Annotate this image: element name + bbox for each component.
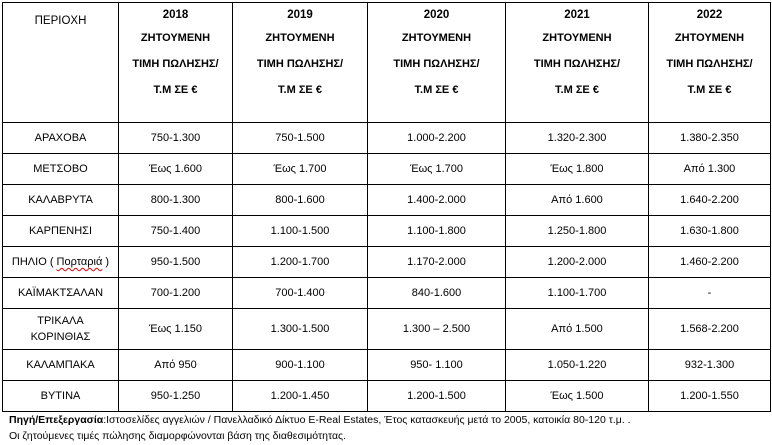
- header-sub-2: ΤΙΜΗ ΠΩΛΗΣΗΣ/: [256, 58, 344, 70]
- price-cell: 1.200-2.000: [506, 247, 649, 278]
- header-region: [3, 3, 119, 123]
- table-row: [3, 154, 771, 185]
- region-main: ΠΗΛΙΟ (: [11, 256, 57, 268]
- price-cell: Έως 1.150: [119, 309, 233, 350]
- header-sub-3: Τ.Μ ΣΕ €: [555, 84, 599, 96]
- price-cell: 750-1.400: [119, 216, 233, 247]
- header-year-2021: [506, 3, 649, 123]
- price-cell: 950-1.500: [119, 247, 233, 278]
- region-cell: ΑΡΑΧΟΒΑ: [3, 123, 119, 154]
- header-sub-3: Τ.Μ ΣΕ €: [153, 84, 198, 96]
- source-notes: [9, 412, 631, 444]
- region-end: ): [102, 256, 110, 268]
- table-row: [3, 278, 771, 309]
- region-cell: ΚΑΛΑΜΠΑΚΑ: [3, 350, 119, 381]
- table-row: [3, 309, 771, 350]
- region-line-1: ΤΡΙΚΑΛΑ: [37, 315, 84, 327]
- region-cell: [3, 309, 119, 350]
- region-cell: [3, 247, 119, 278]
- price-cell: 1.300 – 2.500: [368, 309, 506, 350]
- header-sub-2: ΤΙΜΗ ΠΩΛΗΣΗΣ/: [393, 58, 480, 70]
- price-table: [2, 2, 771, 412]
- price-cell: 1.200-1.500: [368, 381, 506, 412]
- price-cell: Από 950: [119, 350, 233, 381]
- price-cell: 800-1.300: [119, 185, 233, 216]
- price-cell: 1.460-2.200: [649, 247, 771, 278]
- price-cell: 1.320-2.300: [506, 123, 649, 154]
- price-cell: 1.300-1.500: [233, 309, 368, 350]
- header-sub-1: ΖΗΤΟΥΜΕΝΗ: [401, 32, 472, 44]
- price-cell: 1.050-1.220: [506, 350, 649, 381]
- price-cell: 900-1.100: [233, 350, 368, 381]
- price-cell: -: [649, 278, 771, 309]
- header-sub-1: ΖΗΤΟΥΜΕΝΗ: [674, 32, 745, 44]
- header-sub-2: ΤΙΜΗ ΠΩΛΗΣΗΣ/: [533, 58, 621, 70]
- price-cell: 1.380-2.350: [649, 123, 771, 154]
- price-cell: 932-1.300: [649, 350, 771, 381]
- price-cell: 1.640-2.200: [649, 185, 771, 216]
- header-year-2022: [649, 3, 771, 123]
- price-cell: 840-1.600: [368, 278, 506, 309]
- price-cell: 700-1.400: [233, 278, 368, 309]
- price-cell: Έως 1.700: [368, 154, 506, 185]
- price-cell: 1.568-2.200: [649, 309, 771, 350]
- source-line: [9, 412, 631, 428]
- header-sub-2: ΤΙΜΗ ΠΩΛΗΣΗΣ/: [132, 58, 219, 70]
- availability-note: Οι ζητούμενες τιμές πώλησης διαμορφώνονται βάση της διαθεσιμότητας.: [9, 430, 347, 442]
- header-sub-2: ΤΙΜΗ ΠΩΛΗΣΗΣ/: [666, 58, 753, 70]
- price-cell: Έως 1.800: [506, 154, 649, 185]
- price-cell: 1.100-1.500: [233, 216, 368, 247]
- price-cell: 750-1.500: [233, 123, 368, 154]
- source-text: :Ιστοσελίδες αγγελιών / Πανελλαδικό Δίκτυο E-Real Estates, Έτος κατασκευής μετά το 2005, κατοικία 80-120 τ.μ. .: [103, 414, 631, 426]
- price-cell: 950- 1.100: [368, 350, 506, 381]
- price-cell: 1.250-1.800: [506, 216, 649, 247]
- table-row: [3, 247, 771, 278]
- table-row: [3, 123, 771, 154]
- price-cell: Από 1.600: [506, 185, 649, 216]
- price-cell: 1.170-2.000: [368, 247, 506, 278]
- table-row: [3, 216, 771, 247]
- price-cell: 700-1.200: [119, 278, 233, 309]
- price-cell: 1.200-1.700: [233, 247, 368, 278]
- price-cell: 1.100-1.800: [368, 216, 506, 247]
- price-cell: 1.630-1.800: [649, 216, 771, 247]
- price-cell: Έως 1.600: [119, 154, 233, 185]
- table-row: [3, 381, 771, 412]
- year-label: 2022: [696, 9, 723, 21]
- header-year-2019: [233, 3, 368, 123]
- region-line-2: ΚΟΡΙΝΘΙΑΣ: [30, 331, 91, 343]
- price-cell: Από 1.500: [506, 309, 649, 350]
- price-cell: Έως 1.700: [233, 154, 368, 185]
- table-row: [3, 185, 771, 216]
- region-cell: ΒΥΤΙΝΑ: [3, 381, 119, 412]
- price-cell: 1.100-1.700: [506, 278, 649, 309]
- header-sub-3: Τ.Μ ΣΕ €: [414, 84, 459, 96]
- header-row: [3, 3, 771, 123]
- header-sub-1: ΖΗΤΟΥΜΕΝΗ: [542, 32, 612, 44]
- price-cell: 750-1.300: [119, 123, 233, 154]
- header-sub-1: ΖΗΤΟΥΜΕΝΗ: [265, 32, 335, 44]
- header-region-label: ΠΕΡΙΟΧΗ: [34, 15, 87, 27]
- year-label: 2018: [162, 9, 189, 21]
- price-cell: 1.000-2.200: [368, 123, 506, 154]
- year-label: 2020: [423, 9, 450, 21]
- region-cell: ΜΕΤΣΟΒΟ: [3, 154, 119, 185]
- price-cell: Από 1.300: [649, 154, 771, 185]
- price-cell: 950-1.250: [119, 381, 233, 412]
- price-cell: 1.400-2.000: [368, 185, 506, 216]
- price-cell: 800-1.600: [233, 185, 368, 216]
- region-cell: ΚΑΛΑΒΡΥΤΑ: [3, 185, 119, 216]
- table-row: [3, 350, 771, 381]
- header-sub-1: ΖΗΤΟΥΜΕΝΗ: [140, 32, 211, 44]
- region-cell: ΚΑΪΜΑΚΤΣΑΛΑΝ: [3, 278, 119, 309]
- header-year-2018: [119, 3, 233, 123]
- price-cell: Έως 1.500: [506, 381, 649, 412]
- price-cell: 1.200-1.450: [233, 381, 368, 412]
- year-label: 2019: [287, 9, 313, 21]
- price-cell: 1.200-1.550: [649, 381, 771, 412]
- year-label: 2021: [564, 9, 590, 21]
- region-spellcheck-word: Πορταριά: [56, 256, 103, 268]
- region-cell: ΚΑΡΠΕΝΗΣΙ: [3, 216, 119, 247]
- source-label: Πηγή/Επεξεργασία: [9, 414, 104, 426]
- header-sub-3: Τ.Μ ΣΕ €: [278, 84, 322, 96]
- header-year-2020: [368, 3, 506, 123]
- header-sub-3: Τ.Μ ΣΕ €: [687, 84, 732, 96]
